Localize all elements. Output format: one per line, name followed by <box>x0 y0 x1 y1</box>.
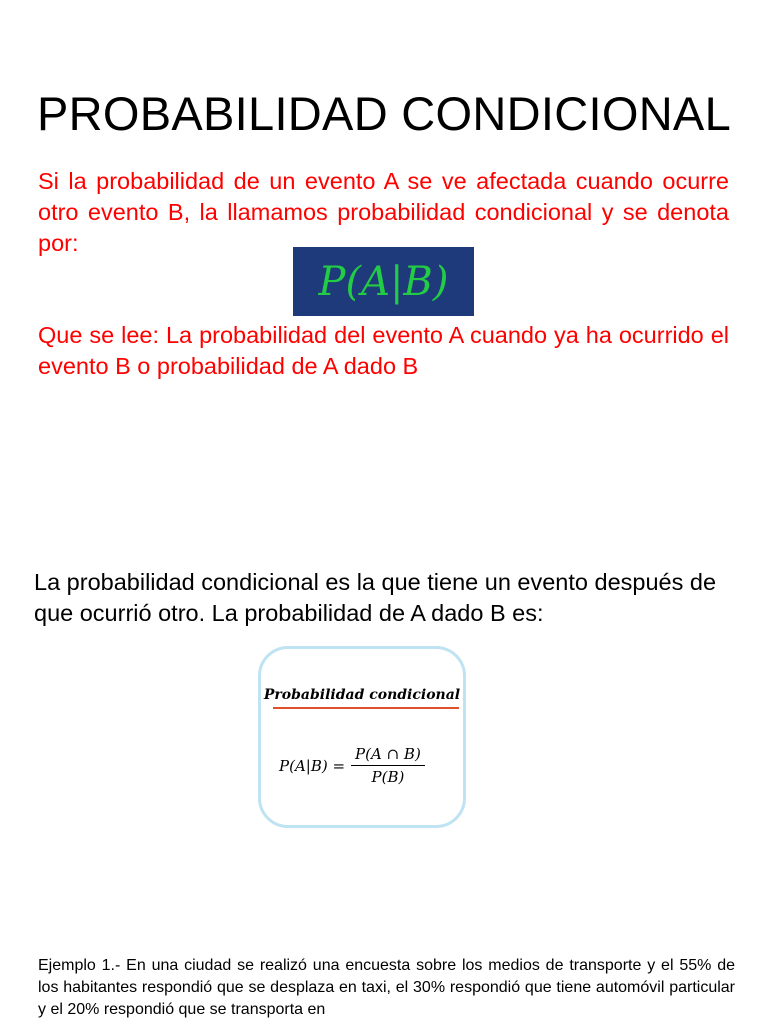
formula-card-title: Probabilidad condicional <box>263 687 461 703</box>
formula-numerator: P(A ∩ B) <box>351 745 425 766</box>
notation-formula <box>293 247 474 316</box>
page-title: PROBABILIDAD CONDICIONAL <box>36 87 732 140</box>
definition-paragraph: La probabilidad condicional es la que tiene un evento después de que ocurrió otro. La probabilidad de A dado B es: <box>34 569 717 626</box>
reading-paragraph: Que se lee: La probabilidad del evento A cuando ya ha ocurrido el evento B o probabilidad de A dado B <box>38 322 729 379</box>
intro-paragraph: Si la probabilidad de un evento A se ve afectada cuando ocurre otro evento B, la llamamos probabilidad condicional y se denota por: <box>38 168 729 256</box>
formula-fraction <box>351 745 425 786</box>
formula-denominator: P(B) <box>371 768 405 786</box>
formula-card <box>258 646 466 828</box>
conditional-probability-formula <box>279 745 425 786</box>
formula-lhs: P(A|B) = <box>279 756 346 775</box>
notation-formula-text: P(A|B) <box>318 258 449 305</box>
example-paragraph: Ejemplo 1.- En una ciudad se realizó una encuesta sobre los medios de transporte y el 55% de los habitantes respondió que se desplaza en taxi, el 30% respondió que tiene automóvil particular y el 20% respondió que se transporta en <box>38 957 735 1018</box>
formula-card-title-underline <box>273 707 459 709</box>
